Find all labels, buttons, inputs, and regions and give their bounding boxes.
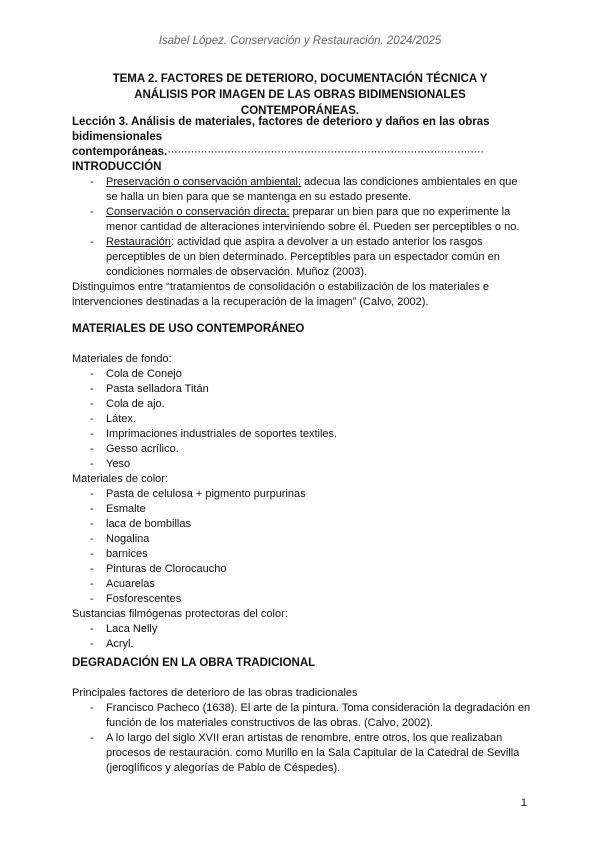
list-item: - Pinturas de Clorocaucho bbox=[72, 562, 532, 577]
list-item bbox=[72, 175, 532, 205]
materials-heading: MATERIALES DE USO CONTEMPORÁNEO bbox=[72, 323, 305, 335]
lesson-leader: ······························································································· bbox=[167, 146, 484, 158]
list-item: - Acuarelas bbox=[72, 577, 532, 592]
list-item: - Acryl. bbox=[72, 637, 532, 652]
intro-paragraph: Distinguimos entre “tratamientos de consolidación o estabilización de los materiales e intervenciones destinadas a la recuperación de la imagen” (Calvo, 2002). bbox=[72, 281, 489, 308]
page-number: 1 bbox=[520, 797, 527, 809]
list-item: - Látex. bbox=[72, 412, 532, 427]
list-item-term: Conservación o conservación directa: bbox=[106, 206, 290, 218]
list-item: - Francisco Pacheco (1638). El arte de la pintura. Toma consideración la degradación en función de los materiales constructivos de las obras. (Calvo, 2002). bbox=[72, 701, 532, 731]
running-header: Isabel López. Conservación y Restauración. 2024/2025 bbox=[158, 35, 442, 47]
list-item: - Yeso bbox=[72, 457, 532, 472]
list-item-text: preparar un bien para que no experimente la menor cantidad de alteraciones interviniendo sobre él. Pueden ser perceptibles o no. bbox=[106, 206, 520, 233]
degradation-intro: Principales factores de deterioro de las obras tradicionales bbox=[72, 687, 358, 699]
degradation-list bbox=[72, 701, 532, 776]
list-item: - Laca Nelly bbox=[72, 622, 532, 637]
list-item: - Cola de Conejo bbox=[72, 367, 532, 382]
list-item-term: Restauración bbox=[106, 236, 171, 248]
list-item-text: adecua las condiciones ambientales en que se halla un bien para que se mantenga en su estado presente. bbox=[106, 176, 518, 203]
intro-list bbox=[72, 175, 532, 280]
list-item: - laca de bombillas bbox=[72, 517, 532, 532]
materials-color-list bbox=[72, 487, 532, 607]
group-label: Materiales de fondo: bbox=[72, 353, 172, 365]
materials-fondo-list bbox=[72, 367, 532, 472]
lesson-title bbox=[72, 115, 532, 160]
list-item: - Pasta de celulosa + pigmento purpurinas bbox=[72, 487, 532, 502]
document-title: TEMA 2. FACTORES DE DETERIORO, DOCUMENTACIÓN TÉCNICA Y ANÁLISIS POR IMAGEN DE LAS OBRAS BIDIMENSIONALES CONTEMPORÁNEAS. bbox=[112, 73, 488, 117]
list-item bbox=[72, 205, 532, 235]
list-item-term: Preservación o conservación ambiental: bbox=[106, 176, 302, 188]
degradation-section bbox=[72, 656, 532, 776]
intro-heading: INTRODUCCIÓN bbox=[72, 161, 162, 173]
list-item: - barnices bbox=[72, 547, 532, 562]
intro-section bbox=[72, 160, 532, 310]
list-item bbox=[72, 235, 532, 280]
list-item: - Fosforescentes bbox=[72, 592, 532, 607]
degradation-heading: DEGRADACIÓN EN LA OBRA TRADICIONAL bbox=[72, 657, 316, 669]
group-label: Materiales de color: bbox=[72, 473, 168, 485]
list-item: - Gesso acrílico. bbox=[72, 442, 532, 457]
list-item-text: : actividad que aspira a devolver a un estado anterior los rasgos perceptibles de un bien determinado. Perceptibles para un espectador común en condiciones normales de observación. Muñoz (2003). bbox=[106, 236, 500, 278]
lesson-text: Lección 3. Análisis de materiales, factores de deterioro y daños en las obras bidimensionales contemporáneas. bbox=[72, 116, 490, 158]
list-item: - Imprimaciones industriales de soportes textiles. bbox=[72, 427, 532, 442]
list-item: - A lo largo del siglo XVII eran artistas de renombre, entre otros, los que realizaban procesos de restauración. como Murillo en la Sala Capitular de la Catedral de Sevilla (jeroglíficos y alegorías de Pablo de Céspedes). bbox=[72, 731, 532, 776]
list-item: - Nogalina bbox=[72, 532, 532, 547]
list-item: - Cola de ajo. bbox=[72, 397, 532, 412]
materials-protect-list bbox=[72, 622, 532, 652]
list-item: - Esmalte bbox=[72, 502, 532, 517]
materials-section bbox=[72, 322, 532, 652]
group-label: Sustancias filmógenas protectoras del color: bbox=[72, 608, 288, 620]
list-item: - Pasta selladora Titán bbox=[72, 382, 532, 397]
